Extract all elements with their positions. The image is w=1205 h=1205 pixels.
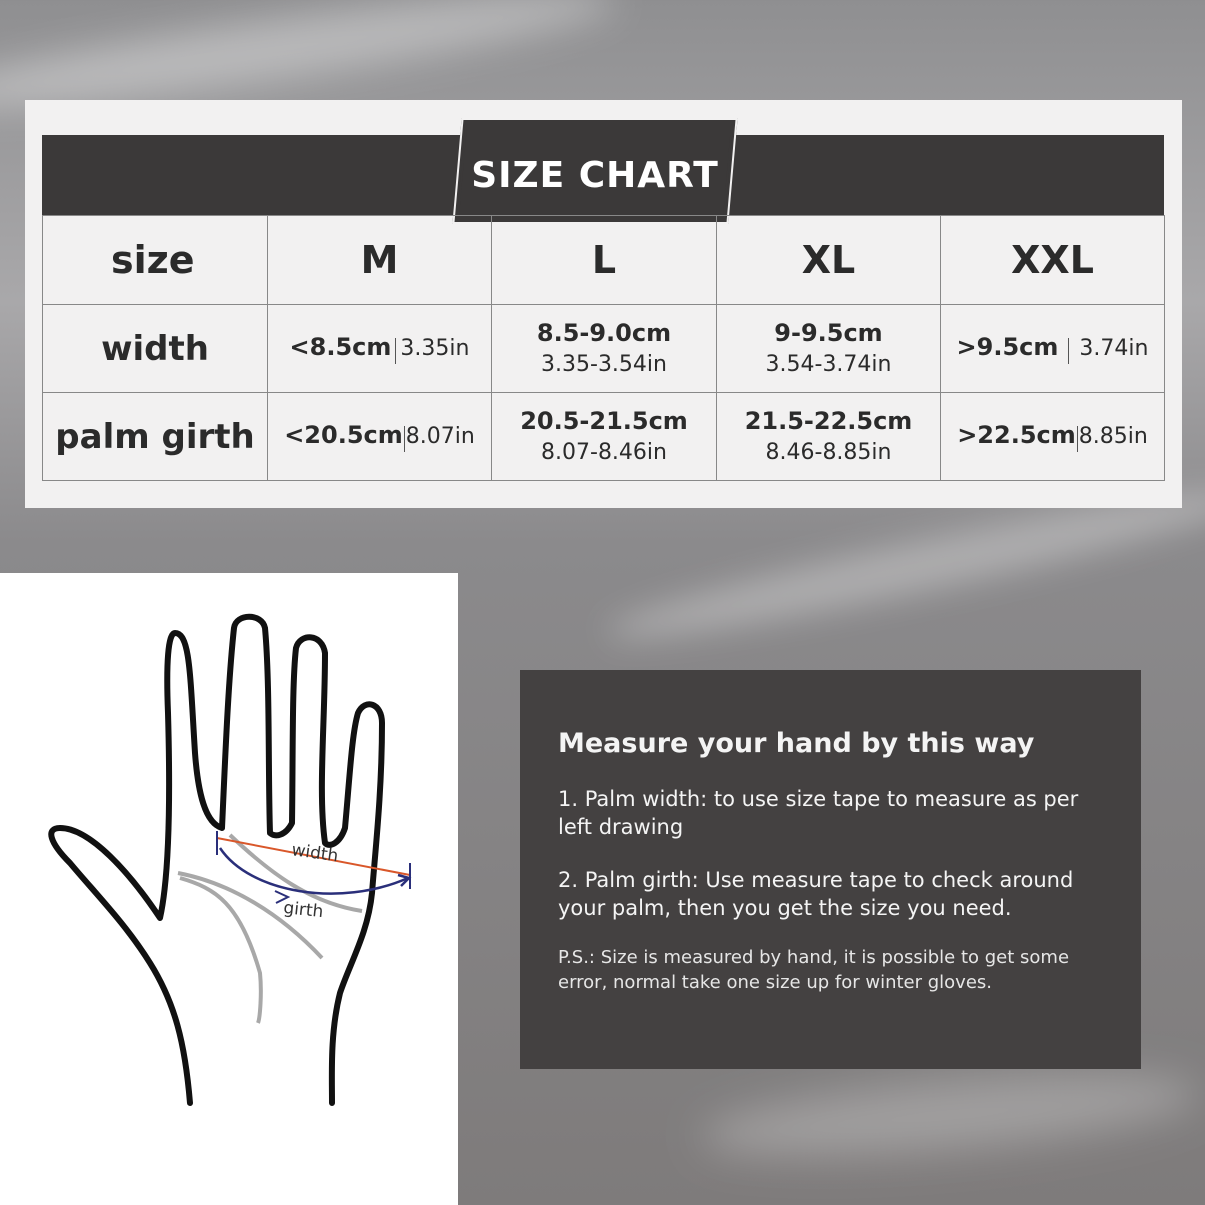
girth-label: girth	[282, 898, 325, 923]
girth-l-cm: 20.5-21.5cm	[520, 407, 688, 436]
size-m: M	[268, 216, 492, 305]
instructions-panel	[520, 670, 1141, 1069]
chart-title: SIZE CHART	[471, 155, 719, 196]
size-xxl: XXL	[941, 216, 1165, 305]
width-l-in: 3.35-3.54in	[541, 351, 667, 377]
width-m-cm: <8.5cm	[289, 333, 392, 362]
girth-xxl-cell	[941, 393, 1165, 481]
instruction-note: P.S.: Size is measured by hand, it is possible to get some error, normal take one size up for winter gloves.	[558, 947, 1070, 993]
size-l: L	[492, 216, 717, 305]
size-xl: XL	[717, 216, 941, 305]
girth-xl-cell	[717, 393, 941, 481]
instructions-title: Measure your hand by this way	[558, 728, 1035, 759]
width-xxl-cm: >9.5cm	[956, 333, 1059, 362]
width-xxl-in: 3.74in	[1079, 336, 1149, 362]
width-xxl-cell	[941, 305, 1165, 393]
instruction-step-1: 1. Palm width: to use size tape to measure as per left drawing	[558, 787, 1079, 840]
girth-row	[43, 393, 1165, 481]
hand-diagram	[0, 573, 458, 1205]
size-row	[43, 216, 1165, 305]
girth-m-in: 8.07in	[405, 424, 475, 450]
girth-xxl-cm: >22.5cm	[957, 421, 1076, 450]
girth-m-cell	[268, 393, 492, 481]
width-xl-cell	[717, 305, 941, 393]
width-label: width	[290, 840, 340, 867]
girth-row-label: palm girth	[43, 393, 268, 481]
girth-xl-in: 8.46-8.85in	[765, 439, 892, 465]
width-row	[43, 305, 1165, 393]
width-m-cell	[268, 305, 492, 393]
size-table	[42, 215, 1165, 481]
instruction-step-2: 2. Palm girth: Use measure tape to check around your palm, then you get the size you need.	[558, 867, 1074, 921]
size-header-label: size	[43, 216, 268, 305]
girth-xxl-in: 8.85in	[1078, 424, 1148, 450]
girth-m-cm: <20.5cm	[284, 421, 403, 450]
girth-l-in: 8.07-8.46in	[541, 439, 667, 465]
width-m-in: 3.35in	[400, 336, 470, 362]
girth-xl-cm: 21.5-22.5cm	[744, 407, 913, 436]
width-row-label: width	[43, 305, 268, 393]
width-l-cm: 8.5-9.0cm	[536, 319, 672, 348]
width-xl-cm: 9-9.5cm	[774, 319, 883, 348]
size-chart-panel	[25, 100, 1182, 508]
width-l-cell	[492, 305, 717, 393]
girth-l-cell	[492, 393, 717, 481]
width-xl-in: 3.54-3.74in	[765, 351, 892, 377]
